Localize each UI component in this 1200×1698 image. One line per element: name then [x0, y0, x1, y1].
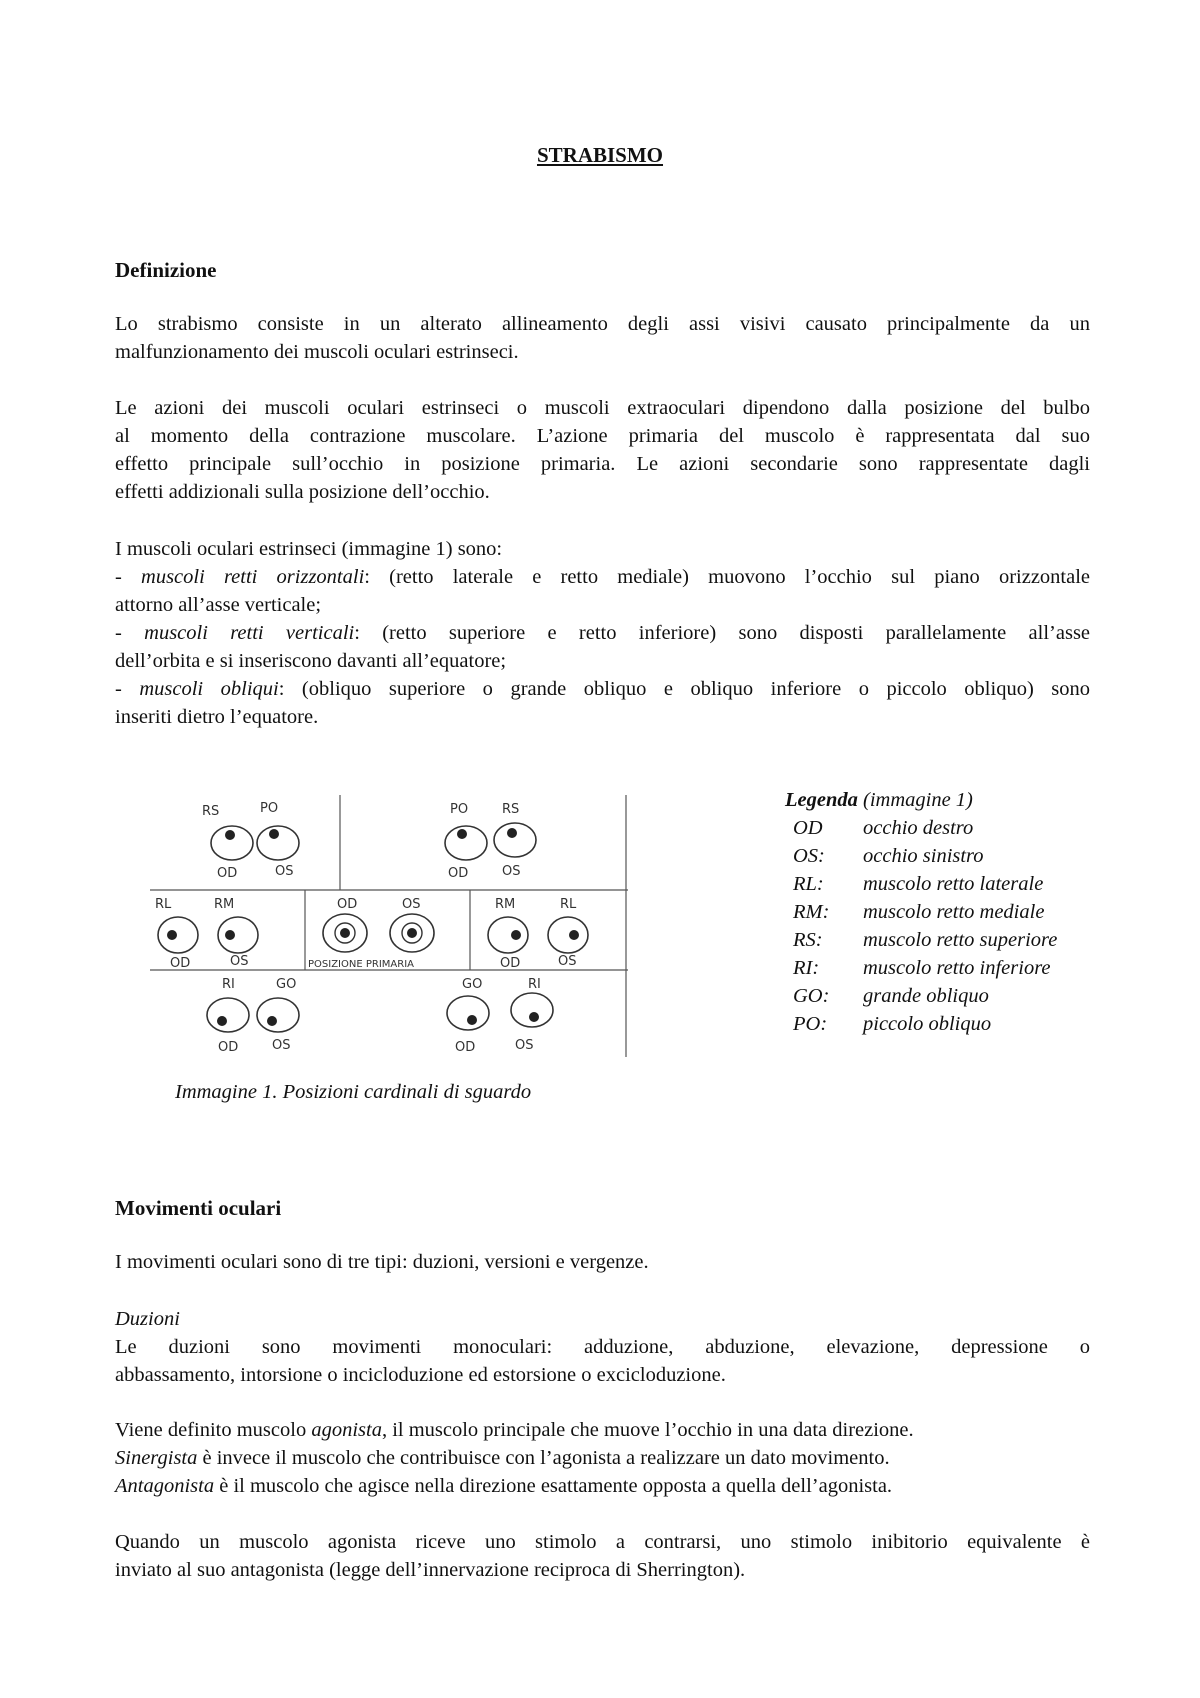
figure-label: OS	[230, 954, 249, 969]
figure-label: OD	[455, 1040, 476, 1055]
pupil-icon	[267, 1016, 277, 1026]
legend-row: RL: muscolo retto laterale	[793, 872, 1044, 895]
figure-label: RI	[528, 977, 541, 992]
paragraph-actions	[115, 394, 1090, 506]
eye-icon	[218, 917, 258, 953]
pupil-icon	[340, 928, 350, 938]
figure-label: PO	[450, 802, 469, 817]
figure-label: OS	[272, 1038, 291, 1053]
text-line: Antagonista è il muscolo che agisce nella direzione esattamente opposta a quella dell’agonista.	[115, 1475, 893, 1497]
text-line: effetti addizionali sulla posizione dell’occhio.	[115, 481, 490, 503]
figure-label: OD	[500, 956, 521, 971]
pupil-icon	[217, 1016, 227, 1026]
text-line: Le azioni dei muscoli oculari estrinseci o muscoli extraoculari dipendono dalla posizione del bulbo	[115, 397, 1090, 419]
figure-label: RM	[495, 897, 516, 912]
legend-table	[793, 814, 1057, 1038]
paragraph-definition	[115, 310, 1090, 366]
text-line: attorno all’asse verticale;	[115, 594, 322, 616]
text-line: effetto principale sull’occhio in posizione primaria. Le azioni secondarie sono rappresentate dagli	[115, 453, 1090, 475]
pupil-icon	[507, 828, 517, 838]
figure-label: OD	[217, 866, 238, 881]
pupil-icon	[511, 930, 521, 940]
section-heading-movimenti: Movimenti oculari	[115, 1196, 282, 1220]
legend-row: RM: muscolo retto mediale	[793, 900, 1045, 923]
text-line: Sinergista è invece il muscolo che contribuisce con l’agonista a realizzare un dato movimento.	[115, 1447, 890, 1469]
text-line: I movimenti oculari sono di tre tipi: duzioni, versioni e vergenze.	[115, 1251, 649, 1273]
legend-row: PO: piccolo obliquo	[793, 1012, 992, 1035]
figure-label: RS	[202, 804, 220, 819]
figure-label: RS	[502, 802, 520, 817]
eye-icon	[494, 823, 536, 857]
eye-pair-primary	[308, 897, 434, 970]
figure-label: OS	[558, 954, 577, 969]
figure-label: OS	[502, 864, 521, 879]
page-title: STRABISMO	[536, 143, 664, 167]
section-heading-definizione: Definizione	[115, 258, 217, 282]
text-line: al momento della contrazione muscolare. L’azione primaria del muscolo è rappresentata dal suo	[115, 425, 1090, 447]
pupil-icon	[529, 1012, 539, 1022]
pupil-icon	[269, 829, 279, 839]
pupil-icon	[407, 928, 417, 938]
eye-icon	[548, 917, 588, 953]
figure-label: POSIZIONE PRIMARIA	[308, 959, 414, 970]
pupil-icon	[569, 930, 579, 940]
figure-label: OS	[515, 1038, 534, 1053]
figure-label: OD	[170, 956, 191, 971]
figure-label: RM	[214, 897, 235, 912]
figure-label: OS	[402, 897, 421, 912]
eye-icon	[158, 917, 198, 953]
figure-legend	[785, 786, 1057, 1038]
legend-row: GO: grande obliquo	[793, 984, 989, 1007]
legend-title: Legenda (immagine 1)	[785, 789, 973, 811]
figure-label: OD	[337, 897, 358, 912]
figure-label: OD	[218, 1040, 239, 1055]
figure-label: GO	[276, 977, 297, 992]
eye-icon	[447, 996, 489, 1030]
text-line: abbassamento, intorsione o incicloduzione ed estorsione o excicloduzione.	[115, 1364, 726, 1386]
text-line: I muscoli oculari estrinseci (immagine 1) sono:	[115, 538, 503, 560]
eye-pair-up-left	[445, 802, 536, 881]
eye-pair-down-left	[447, 977, 553, 1055]
paragraph-sherrington	[115, 1528, 1090, 1584]
legend-row: RI: muscolo retto inferiore	[793, 956, 1051, 979]
legend-row: RS: muscolo retto superiore	[793, 928, 1058, 951]
figure-label: OS	[275, 864, 294, 879]
eye-pair-left	[488, 897, 588, 971]
pupil-icon	[225, 830, 235, 840]
text-line: Quando un muscolo agonista riceve uno stimolo a contrarsi, uno stimolo inibitorio equivalente è	[115, 1531, 1090, 1553]
list-item: - muscoli obliqui: (obliquo superiore o grande obliquo e obliquo inferiore o piccolo obliquo) sono	[115, 678, 1091, 700]
pupil-icon	[167, 930, 177, 940]
figure-caption: Immagine 1. Posizioni cardinali di sguardo	[175, 1081, 532, 1103]
paragraph-muscle-list	[115, 535, 1090, 731]
eye-icon	[207, 998, 249, 1032]
text-line: Le duzioni sono movimenti monoculari: adduzione, abduzione, elevazione, depressione o	[115, 1336, 1090, 1358]
figure-label: OD	[448, 866, 469, 881]
eye-pair-up-right	[202, 801, 299, 881]
text-line: malfunzionamento dei muscoli oculari estrinseci.	[115, 341, 519, 363]
text-line: Lo strabismo consiste in un alterato allineamento degli assi visivi causato principalmente da un	[115, 313, 1090, 335]
pupil-icon	[457, 829, 467, 839]
eye-pair-right	[155, 897, 258, 971]
subheading-duzioni: Duzioni	[115, 1308, 180, 1330]
figure-label: PO	[260, 801, 279, 816]
paragraph-agonist	[115, 1416, 1090, 1500]
figure-cardinal-gaze	[150, 795, 628, 1057]
figure-label: RI	[222, 977, 235, 992]
legend-row: OS: occhio sinistro	[793, 844, 984, 867]
eye-icon	[488, 917, 528, 953]
legend-row: OD occhio destro	[793, 816, 974, 839]
list-item: - muscoli retti verticali: (retto superiore e retto inferiore) sono disposti parallelamente all’asse	[115, 622, 1091, 644]
text-line: inviato al suo antagonista (legge dell’innervazione reciproca di Sherrington).	[115, 1559, 746, 1581]
text-line: inseriti dietro l’equatore.	[115, 706, 319, 728]
eye-icon	[511, 993, 553, 1027]
text-line: dell’orbita e si inseriscono davanti all’equatore;	[115, 650, 507, 672]
eye-icon	[257, 998, 299, 1032]
eye-pair-down-right	[207, 977, 299, 1055]
list-item: - muscoli retti orizzontali: (retto laterale e retto mediale) muovono l’occhio sul piano orizzontale	[115, 566, 1091, 588]
figure-label: RL	[155, 897, 172, 912]
text-line: Viene definito muscolo agonista, il muscolo principale che muove l’occhio in una data direzione.	[115, 1419, 914, 1441]
figure-label: RL	[560, 897, 577, 912]
pupil-icon	[467, 1015, 477, 1025]
figure-label: GO	[462, 977, 483, 992]
pupil-icon	[225, 930, 235, 940]
paragraph-movement-types	[115, 1248, 1090, 1276]
paragraph-duzioni	[115, 1305, 1090, 1389]
